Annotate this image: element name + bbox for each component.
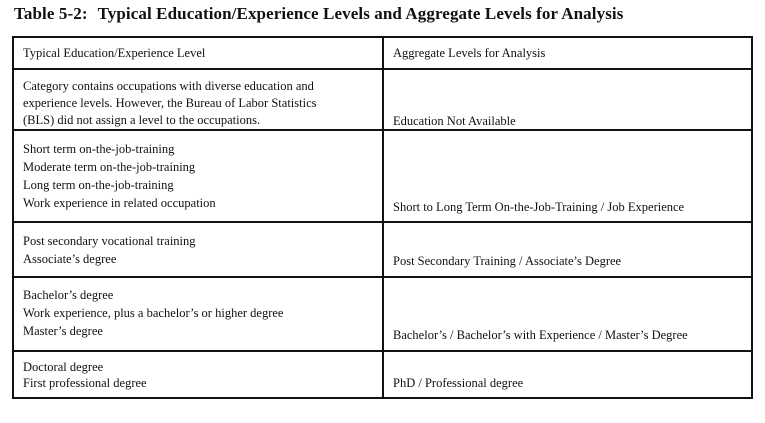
row-right-cell: Education Not Available [393, 114, 516, 128]
row-left-line: Work experience in related occupation [23, 196, 216, 210]
row-left-line: experience levels. However, the Bureau of Labor Statistics [23, 96, 317, 110]
row-left-cell [23, 286, 283, 340]
row-left-cell [23, 140, 216, 212]
header-left: Typical Education/Experience Level [23, 46, 206, 60]
row-left-line: Work experience, plus a bachelor’s or higher degree [23, 306, 284, 320]
row-left-line: Moderate term on-the-job-training [23, 160, 196, 174]
table-title [14, 4, 623, 24]
row-left-line: Category contains occupations with diverse education and [23, 79, 314, 93]
row-divider [14, 350, 751, 352]
row-left-line: Doctoral degree [23, 360, 104, 374]
header-right: Aggregate Levels for Analysis [393, 46, 546, 60]
row-right-cell: PhD / Professional degree [393, 376, 524, 390]
header-divider [14, 68, 751, 70]
row-left-line: (BLS) did not assign a level to the occupations. [23, 113, 261, 127]
row-right-cell: Bachelor’s / Bachelor’s with Experience / Master’s Degree [393, 328, 688, 342]
row-left-line: Bachelor’s degree [23, 288, 114, 302]
row-left-cell [23, 232, 196, 268]
table [12, 36, 753, 399]
row-divider [14, 221, 751, 223]
row-left-cell [23, 78, 317, 129]
row-left-line: Long term on-the-job-training [23, 178, 174, 192]
column-divider [382, 38, 384, 397]
table-label: Table 5-2: [14, 4, 88, 23]
row-divider [14, 129, 751, 131]
row-right-cell: Short to Long Term On-the-Job-Training / Job Experience [393, 200, 685, 214]
row-right-cell: Post Secondary Training / Associate’s Degree [393, 254, 622, 268]
row-left-line: First professional degree [23, 376, 147, 390]
row-divider [14, 276, 751, 278]
row-left-line: Associate’s degree [23, 252, 117, 266]
row-left-line: Master’s degree [23, 324, 103, 338]
row-left-line: Short term on-the-job-training [23, 142, 175, 156]
row-left-line: Post secondary vocational training [23, 234, 196, 248]
row-left-cell [23, 359, 147, 391]
table-title-text: Typical Education/Experience Levels and Aggregate Levels for Analysis [97, 4, 624, 23]
